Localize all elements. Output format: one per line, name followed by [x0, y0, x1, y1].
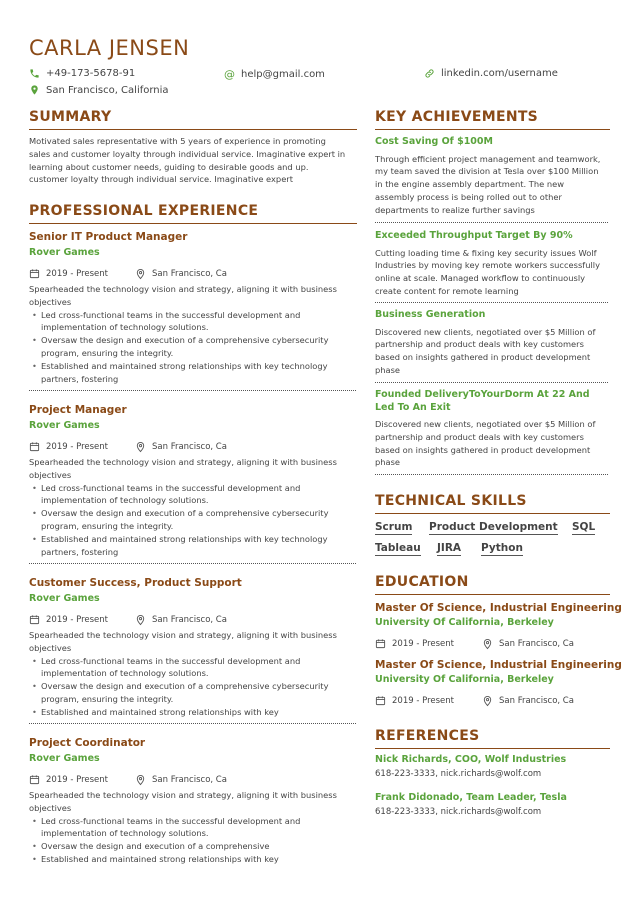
job-location-wrap	[135, 268, 227, 280]
reference-contact: 618-223-3333, nick.richards@wolf.com	[375, 769, 542, 779]
job-title: Senior IT Product Manager	[29, 231, 188, 243]
job-title: Customer Success, Product Support	[29, 577, 242, 589]
job-bullet: • Established and maintained strong relationships with key technology partners, fostering	[29, 533, 359, 559]
divider	[375, 382, 608, 383]
job-location: San Francisco, Ca	[152, 614, 227, 625]
job-bullet: • Established and maintained strong relationships with key technology partners, fostering	[29, 360, 359, 386]
location-pin-icon	[135, 774, 146, 786]
skill-tag: Python	[481, 542, 523, 554]
education-heading: EDUCATION	[375, 574, 469, 590]
job-meta	[29, 264, 359, 283]
skills-rule	[375, 513, 610, 514]
job-title: Project Manager	[29, 404, 127, 416]
location-pin-icon	[482, 638, 493, 650]
education-location-wrap	[482, 638, 574, 650]
job-entry	[29, 737, 359, 866]
job-bullets	[29, 309, 359, 386]
job-bullet: • Established and maintained strong relationships with key	[29, 853, 359, 866]
reference-item	[375, 792, 615, 817]
job-entry	[29, 404, 359, 558]
job-location-wrap	[135, 774, 227, 786]
education-school: University Of California, Berkeley	[375, 617, 554, 628]
skill-tag: SQL	[572, 521, 596, 533]
job-bullet: • Oversaw the design and execution of a comprehensive cybersecurity program, ensuring the integrity.	[29, 507, 359, 533]
education-item	[375, 602, 622, 653]
achievement-description: Discovered new clients, negotiated over $5 Million of partnership and product deals with key customers based on insights gathered in product development phase	[375, 419, 596, 468]
reference-name: Nick Richards, COO, Wolf Industries	[375, 754, 567, 765]
location-contact	[29, 84, 169, 96]
linkedin-url[interactable]: linkedin.com/username	[441, 68, 558, 79]
job-meta	[29, 437, 359, 456]
phone-number: +49-173-5678-91	[46, 68, 136, 79]
job-bullet: • Oversaw the design and execution of a comprehensive cybersecurity program, ensuring the integrity.	[29, 334, 359, 360]
job-bullet: • Oversaw the design and execution of a comprehensive	[29, 840, 359, 853]
references-rule	[375, 748, 610, 749]
phone-icon	[29, 68, 40, 79]
achievement-item	[375, 136, 605, 216]
achievement-description: Cutting loading time & fixing key security issues Wolf Industries by moving key remote workers successfully online at scale. Managed workflow to continuously create content for remote learning	[375, 247, 600, 296]
job-location-wrap	[135, 614, 227, 626]
job-dates: 2019 - Present	[46, 268, 108, 279]
job-description: Spearheaded the technology vision and strategy, aligning it with business objectives	[29, 790, 337, 813]
achievement-title: Cost Saving Of $100M	[375, 136, 493, 147]
divider	[375, 474, 608, 475]
calendar-icon	[375, 695, 386, 706]
location-pin-icon	[135, 268, 146, 280]
skill-tag: Tableau	[375, 542, 421, 554]
calendar-icon	[29, 268, 40, 279]
job-location-wrap	[135, 441, 227, 453]
summary-heading: SUMMARY	[29, 109, 112, 125]
job-company: Rover Games	[29, 753, 100, 764]
achievement-item	[375, 389, 605, 469]
education-dates: 2019 - Present	[392, 695, 454, 706]
divider	[29, 563, 356, 564]
job-title: Project Coordinator	[29, 737, 146, 749]
job-bullet: • Led cross-functional teams in the successful development and implementation of technology solutions.	[29, 815, 359, 841]
calendar-icon	[29, 614, 40, 625]
job-description: Spearheaded the technology vision and strategy, aligning it with business objectives	[29, 457, 337, 480]
education-rule	[375, 594, 610, 595]
experience-rule	[29, 223, 357, 224]
job-bullet: • Established and maintained strong relationships with key	[29, 706, 359, 719]
calendar-icon	[29, 441, 40, 452]
education-meta	[375, 691, 615, 710]
linkedin-contact	[424, 68, 558, 79]
education-degree: Master Of Science, Industrial Engineering	[375, 659, 622, 671]
job-company: Rover Games	[29, 593, 100, 604]
education-meta	[375, 634, 615, 653]
job-dates-wrap	[29, 268, 135, 279]
job-bullet: • Oversaw the design and execution of a comprehensive cybersecurity program, ensuring the integrity.	[29, 680, 359, 706]
skills-heading: TECHNICAL SKILLS	[375, 493, 527, 509]
job-dates: 2019 - Present	[46, 774, 108, 785]
job-company: Rover Games	[29, 247, 100, 258]
location-pin-icon	[29, 84, 40, 96]
job-meta	[29, 770, 359, 789]
education-dates: 2019 - Present	[392, 638, 454, 649]
achievement-title: Exceeded Throughput Target By 90%	[375, 230, 573, 241]
job-dates: 2019 - Present	[46, 614, 108, 625]
job-location: San Francisco, Ca	[152, 268, 227, 279]
experience-heading: PROFESSIONAL EXPERIENCE	[29, 203, 259, 219]
job-bullet: • Led cross-functional teams in the successful development and implementation of technology solutions.	[29, 655, 359, 681]
job-meta	[29, 610, 359, 629]
at-icon: @	[224, 68, 235, 81]
location-pin-icon	[135, 614, 146, 626]
skill-tag: Scrum	[375, 521, 413, 533]
job-company: Rover Games	[29, 420, 100, 431]
phone-contact	[29, 68, 135, 79]
achievement-title: Founded DeliveryToYourDorm At 22 And Led To An Exit	[375, 389, 590, 413]
calendar-icon	[375, 638, 386, 649]
location-pin-icon	[135, 441, 146, 453]
divider	[29, 723, 356, 724]
reference-name: Frank Didonado, Team Leader, Tesla	[375, 792, 567, 803]
email-contact	[224, 68, 325, 81]
achievement-item	[375, 230, 605, 298]
job-bullet: • Led cross-functional teams in the successful development and implementation of technology solutions.	[29, 309, 359, 335]
education-location: San Francisco, Ca	[499, 695, 574, 706]
job-dates-wrap	[29, 774, 135, 785]
job-bullets	[29, 655, 359, 719]
education-item	[375, 659, 622, 710]
job-description: Spearheaded the technology vision and strategy, aligning it with business objectives	[29, 284, 337, 307]
job-dates-wrap	[29, 614, 135, 625]
location-pin-icon	[482, 695, 493, 707]
job-location: San Francisco, Ca	[152, 441, 227, 452]
achievement-title: Business Generation	[375, 309, 486, 320]
job-bullets	[29, 482, 359, 559]
job-dates-wrap	[29, 441, 135, 452]
job-bullets	[29, 815, 359, 866]
skill-tag: Product Development	[429, 521, 558, 533]
job-entry	[29, 231, 359, 385]
email-address[interactable]: help@gmail.com	[241, 69, 325, 80]
summary-rule	[29, 129, 357, 130]
education-school: University Of California, Berkeley	[375, 674, 554, 685]
summary-text: Motivated sales representative with 5 years of experience in promoting sales and customer loyalty through individual service. Imaginative expert in learning about customer needs, guiding to desirable goods and up. customer loyalty through individual service. Imaginative expert	[29, 136, 346, 185]
reference-contact: 618-223-3333, nick.richards@wolf.com	[375, 807, 542, 817]
divider	[29, 390, 356, 391]
education-dates-wrap	[375, 695, 482, 706]
job-entry	[29, 577, 359, 719]
achievement-description: Through efficient project management and teamwork, my team saved the division at Tesla over $100 Million in the engine assembly department. The new assembly process is being rolled out to other departments to realize further savings	[375, 153, 601, 215]
education-dates-wrap	[375, 638, 482, 649]
achievements-heading: KEY ACHIEVEMENTS	[375, 109, 539, 125]
references-heading: REFERENCES	[375, 728, 480, 744]
skill-tag: JIRA	[437, 542, 462, 554]
calendar-icon	[29, 774, 40, 785]
location-text: San Francisco, California	[46, 84, 169, 96]
job-bullet: • Led cross-functional teams in the successful development and implementation of technology solutions.	[29, 482, 359, 508]
job-description: Spearheaded the technology vision and strategy, aligning it with business objectives	[29, 630, 337, 653]
education-location-wrap	[482, 695, 574, 707]
reference-item	[375, 754, 615, 779]
candidate-name: CARLA JENSEN	[29, 36, 190, 60]
job-location: San Francisco, Ca	[152, 774, 227, 785]
achievement-description: Discovered new clients, negotiated over $5 Million of partnership and product deals with key customers based on insights gathered in product development phase	[375, 326, 596, 375]
education-location: San Francisco, Ca	[499, 638, 574, 649]
divider	[375, 302, 608, 303]
achievements-rule	[375, 129, 610, 130]
education-degree: Master Of Science, Industrial Engineering	[375, 602, 622, 614]
divider	[375, 222, 608, 223]
job-dates: 2019 - Present	[46, 441, 108, 452]
achievement-item	[375, 309, 605, 377]
link-icon	[424, 68, 435, 79]
